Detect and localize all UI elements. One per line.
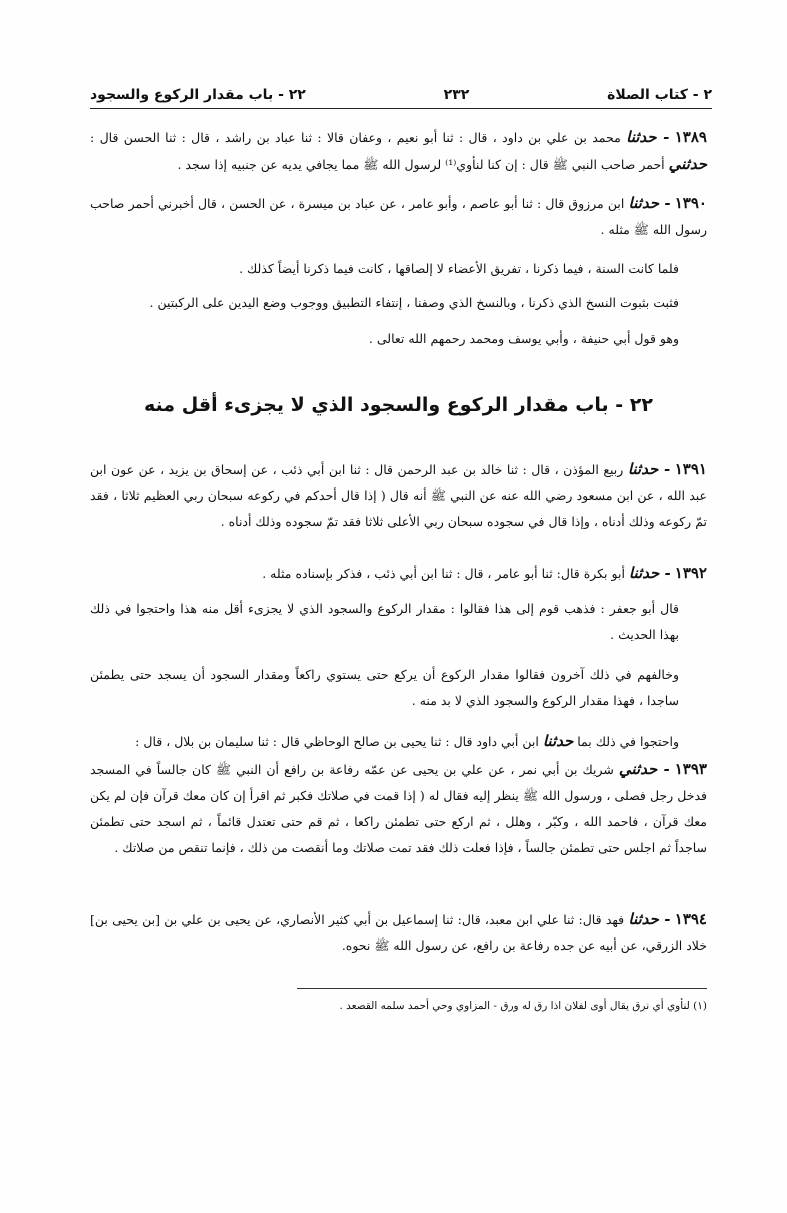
paragraph-6-text-a: واحتجوا في ذلك بما xyxy=(577,734,679,749)
hadith-number: ١٣٩٣ xyxy=(674,760,707,778)
header-book-title: ٢ - كتاب الصلاة xyxy=(607,87,712,103)
paragraph-3: وهو قول أبي حنيفة ، وأبي يوسف ومحمد رحمهم الله تعالى . xyxy=(368,331,679,346)
hadith-1390 xyxy=(90,190,707,243)
paragraph-6-text-b: ابن أبي داود قال : ثنا يحيى بن صالح الوحاظي قال : ثنا سليمان بن بلال ، قال : xyxy=(135,734,539,749)
header-rule xyxy=(90,108,712,109)
paragraph-6 xyxy=(90,728,707,755)
hadith-number: ١٣٩١ xyxy=(674,460,707,478)
footnote: (١) لنأوي أي نرق يقال أوى لفلان اذا رق له ورق - المزاوي وحي أحمد سلمه القصعد . xyxy=(339,1000,707,1012)
hadith-marker: - حدثنا xyxy=(627,460,671,478)
hadith-1393 xyxy=(90,756,707,861)
hadith-1392 xyxy=(90,560,707,587)
hadith-text: محمد بن علي بن داود ، قال : ثنا أبو نعيم ، وعفان قالا : ثنا عباد بن راشد ، قال : ثنا الحسن قال : xyxy=(90,130,621,145)
hadith-marker-2: حدثني xyxy=(668,155,707,173)
footnote-rule xyxy=(297,988,707,989)
hadith-1394 xyxy=(90,906,707,959)
paragraph-4: قال أبو جعفر : فذهب قوم إلى هذا فقالوا : مقدار الركوع والسجود الذي لا يجزىء أقل منه هذا واحتجوا في ذلك بهذا الحديث . xyxy=(90,601,679,642)
hadith-marker: - حدثنا xyxy=(628,564,671,582)
hadith-text-2: أحمر صاحب النبي ﷺ قال : إن كنا لنأوي⁽¹⁾ لرسول الله ﷺ مما يجافي يديه عن جنبيه إذا سجد . xyxy=(177,157,665,172)
hadith-1389 xyxy=(90,124,707,178)
page-number: ٢٣٢ xyxy=(443,87,470,103)
hadith-number: ١٣٩٢ xyxy=(674,564,707,582)
hadith-number: ١٣٩٤ xyxy=(674,910,707,928)
paragraph-2: فثبت بثبوت النسخ الذي ذكرنا ، وبالنسخ الذي وصفنا ، إنتفاء التطبيق ووجوب وضع اليدين على الركبتين . xyxy=(149,295,679,310)
hadith-text: شريك بن أبي نمر ، عن علي بن يحيى عن عمّه رفاعة بن رافع أن النبي ﷺ كان جالساً في المسجد فدخل رجل فصلى ، ورسول الله ﷺ ينظر إليه فقال له ( إذا قمت في صلاتك فكبر ثم اقرأ إن كان معك قرآن فإن لم يكن معك قرآن ، فاحمد الله ، وكبّر ، وهلل ، ثم اركع حتى تطمئن راكعا ، ثم قم حتى تعتدل قائماً ، ثم اسجد حتى تطمئن ساجداً ثم اجلس حتى تطمئن جالساً ، فإذا فعلت ذلك فقد تمت صلاتك وما أنقصت من ذلك ، فإنما تنقص من صلاتك . xyxy=(90,762,707,855)
paragraph-1: فلما كانت السنة ، فيما ذكرنا ، تفريق الأعضاء لا إلصاقها ، كانت فيما ذكرنا أيضاً كذلك . xyxy=(239,261,679,276)
hadith-marker: - حدثنا xyxy=(626,128,670,146)
hadith-number: ١٣٩٠ xyxy=(674,194,707,212)
hadith-text: أبو بكرة قال: ثنا أبو عامر ، قال : ثنا ابن أبي ذئب ، فذكر بإسناده مثله . xyxy=(262,566,625,581)
hadith-marker: - حدثني xyxy=(618,760,670,778)
header-chapter-title: ٢٢ - باب مقدار الركوع والسجود xyxy=(90,87,306,103)
paragraph-5: وخالفهم في ذلك آخرون فقالوا مقدار الركوع أن يركع حتى يستوي راكعاً ومقدار السجود أن يسجد حتى يطمئن ساجدا ، فهذا مقدار الركوع والسجود الذي لا بد منه . xyxy=(90,667,679,708)
hadith-number: ١٣٨٩ xyxy=(674,128,707,146)
chapter-title: ٢٢ - باب مقدار الركوع والسجود الذي لا يجزىء أقل منه xyxy=(144,394,653,416)
hadith-marker: - حدثنا xyxy=(628,194,671,212)
hadith-text: فهد قال: ثنا علي ابن معبد، قال: ثنا إسماعيل بن أبي كثير الأنصاري، عن يحيى بن علي بن [بن يحيى بن] خلاد الزرقي، عن أبيه عن جده رفاعة بن رافع، عن رسول الله ﷺ نحوه. xyxy=(90,912,707,953)
running-header xyxy=(90,82,712,108)
hadith-text: ابن مرزوق قال : ثنا أبو عاصم ، وأبو عامر ، عن عباد بن ميسرة ، عن الحسن ، قال أخبرني أحمر صاحب رسول الله ﷺ مثله . xyxy=(90,196,707,237)
hadith-text: ربيع المؤذن ، قال : ثنا خالد بن عبد الرحمن قال : ثنا ابن أبي ذئب ، عن إسحاق بن يزيد ، عن عون ابن عبد الله ، عن ابن مسعود رضي الله عنه عن النبي ﷺ أنه قال ( إذا قال أحدكم في ركوعه سبحان ربي العظيم ثلاثا ، فقد تمّ ركوعه وذلك أدناه ، وإذا قال في سجوده سبحان ربي الأعلى ثلاثا فقد تمّ سجوده وذلك أدناه . xyxy=(90,462,707,529)
hadith-marker: حدثنا xyxy=(542,732,574,750)
hadith-marker: - حدثنا xyxy=(628,910,671,928)
hadith-1391 xyxy=(90,456,707,535)
